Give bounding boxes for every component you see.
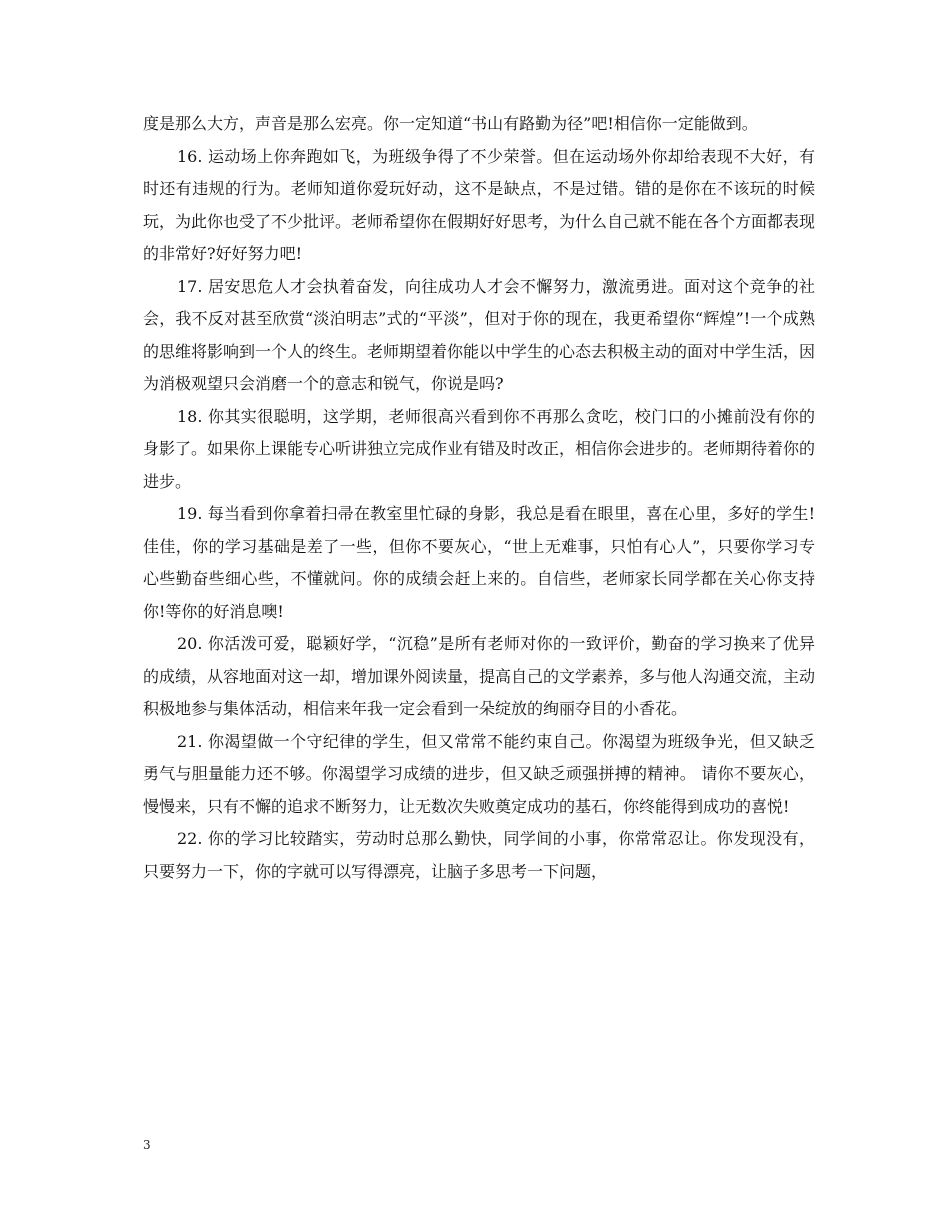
paragraph-item-19: 19. 每当看到你拿着扫帚在教室里忙碌的身影，我总是看在眼里，喜在心里，多好的学生!佳佳，你的学习基础是差了一些，但你不要灰心，“世上无难事，只怕有心人”，只要你学习专心些勤奋些细心些，不懂就问。你的成绩会赶上来的。自信些，老师家长同学都在关心你支持你!等你的好消息噢! (143, 504, 815, 621)
paragraph-item-16: 16. 运动场上你奔跑如飞，为班级争得了不少荣誉。但在运动场外你却给表现不大好，有时还有违规的行为。老师知道你爱玩好动，这不是缺点，不是过错。错的是你在不该玩的时候玩，为此你也受了不少批评。老师希望你在假期好好思考，为什么自己就不能在各个方面都表现的非常好?好好努力吧! (143, 146, 816, 263)
page-number: 3 (143, 1138, 151, 1152)
document-body (143, 108, 815, 888)
paragraph-item-17: 17. 居安思危人才会执着奋发，向往成功人才会不懈努力，激流勇进。面对这个竞争的社会，我不反对甚至欣赏“淡泊明志”式的“平淡”，但对于你的现在，我更希望你“辉煌”!一个成熟的思维将影响到一个人的终生。老师期望着你能以中学生的心态去积极主动的面对中学生活，因为消极观望只会消磨一个的意志和锐气，你说是吗? (143, 276, 816, 393)
paragraph-item-22: 22. 你的学习比较踏实，劳动时总那么勤快，同学间的小事，你常常忍让。你发现没有，只要努力一下，你的字就可以写得漂亮，让脑子多思考一下问题， (143, 829, 815, 881)
paragraph-item-21: 21. 你渴望做一个守纪律的学生，但又常常不能约束自己。你渴望为班级争光，但又缺乏勇气与胆量能力还不够。你渴望学习成绩的进步，但又缺乏顽强拼搏的精神。 请你不要灰心，慢慢来，只有不懈的追求不断努力，让无数次失败奠定成功的基石，你终能得到成功的喜悦! (143, 731, 815, 816)
paragraph-continuation: 度是那么大方，声音是那么宏亮。你一定知道“书山有路勤为径”吧!相信你一定能做到。 (143, 114, 758, 133)
paragraph-item-20: 20. 你活泼可爱，聪颖好学，“沉稳”是所有老师对你的一致评价，勤奋的学习换来了优异的成绩，从容地面对这一却，增加课外阅读量，提高自己的文学素养，多与他人沟通交流，主动积极地参与集体活动，相信来年我一定会看到一朵绽放的绚丽夺目的小香花。 (143, 634, 816, 718)
paragraph-item-18: 18. 你其实很聪明，这学期，老师很高兴看到你不再那么贪吃，校门口的小摊前没有你的身影了。如果你上课能专心听讲独立完成作业有错及时改正，相信你会进步的。老师期待着你的进步。 (143, 406, 816, 491)
